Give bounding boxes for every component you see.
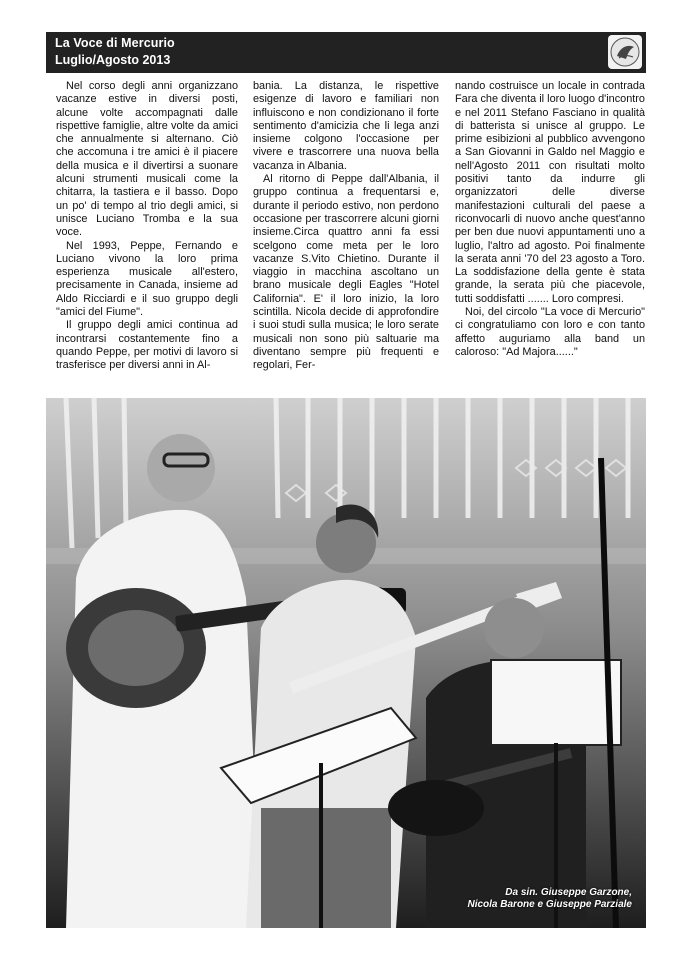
article-column-1 <box>56 80 238 392</box>
photo-caption <box>412 887 632 911</box>
article-paragraph: Al ritorno di Peppe dall'Albania, il gruppo continua a frequentarsi e, durante il periodo estivo, non perdono occasione per trascorrere alcuni giorni insieme.Circa quattro anni fa essi scelgono come meta per le loro vacanze S.Vito Chietino. Durante il viaggio in macchina ascoltano un brano musicale degli Eagles "Hotel California". E' il loro inizio, la loro scintilla. Nicola decide di approfondire i suoi studi sulla musica; le loro serate musicali non sono più saltuarie ma diventano sempre più frequenti e regolari, Fer- <box>253 173 439 372</box>
band-photo <box>46 398 646 928</box>
article-paragraph: nando costruisce un locale in contrada Fara che diventa il loro luogo d'incontro e nel 2011 Stefano Fasciano in qualità di batterista si unisce al gruppo. Le prime esibizioni al pubblico avvengono a San Giovanni in Galdo nel Maggio e nell'Agosto 2011 con risultati molto positivi tanto da indurre gli organizzatori delle diverse manifestazioni culturali del paese a riconvocarli di nuovo anche quest'anno per ben due nuovi appuntamenti uno a luglio, l'altro ad agosto. Poi finalmente la serata anni '70 del 23 agosto a Toro. La soddisfazione della gente è stata grande, la serata più che piacevole, tutti soddisfatti ....... Loro compresi. <box>455 80 645 305</box>
issue-date: Luglio/Agosto 2013 <box>55 53 171 67</box>
article-column-3 <box>455 80 645 392</box>
page-header <box>46 32 646 73</box>
magazine-title: La Voce di Mercurio <box>55 36 175 50</box>
article-paragraph: Nel 1993, Peppe, Fernando e Luciano vivono la loro prima esperienza musicale all'estero, precisamente in Canada, insieme ad Aldo Ricciardi e il suo gruppo degli "amici del Fiume". <box>56 239 238 319</box>
caption-line: Nicola Barone e Giuseppe Parziale <box>467 899 632 910</box>
caption-line: Da sin. Giuseppe Garzone, <box>505 887 632 898</box>
article-column-2 <box>253 80 439 392</box>
article-paragraph: Nel corso degli anni organizzano vacanze estive in diversi posti, alcune volte accompagnati dalle rispettive famiglie, altre volte da amici che annualmente si alternano. Ciò che accomuna i tre amici è il piacere della musica e il divertirsi a suonare alcuni strumenti musicali come la chitarra, la tastiera e il basso. Dopo un po' di tempo al trio degli amici, si unisce Luciano Tromba e la sua voce. <box>56 80 238 239</box>
article-paragraph: bania. La distanza, le rispettive esigenze di lavoro e familiari non influiscono e non condizionano il forte sentimento d'amicizia che li lega anzi insieme colgono l'occasione per vivere e trascorrere una nuova bella vacanza in Albania. <box>253 80 439 172</box>
magazine-logo-icon <box>608 35 642 69</box>
article-paragraph: Il gruppo degli amici continua ad incontrarsi costantemente fino a quando Peppe, per motivi di lavoro si trasferisce per diversi anni in Al- <box>56 319 238 372</box>
article-paragraph: Noi, del circolo "La voce di Mercurio" ci congratuliamo con loro e con tanto affetto auguriamo alla band un caloroso: "Ad Majora......" <box>455 306 645 358</box>
